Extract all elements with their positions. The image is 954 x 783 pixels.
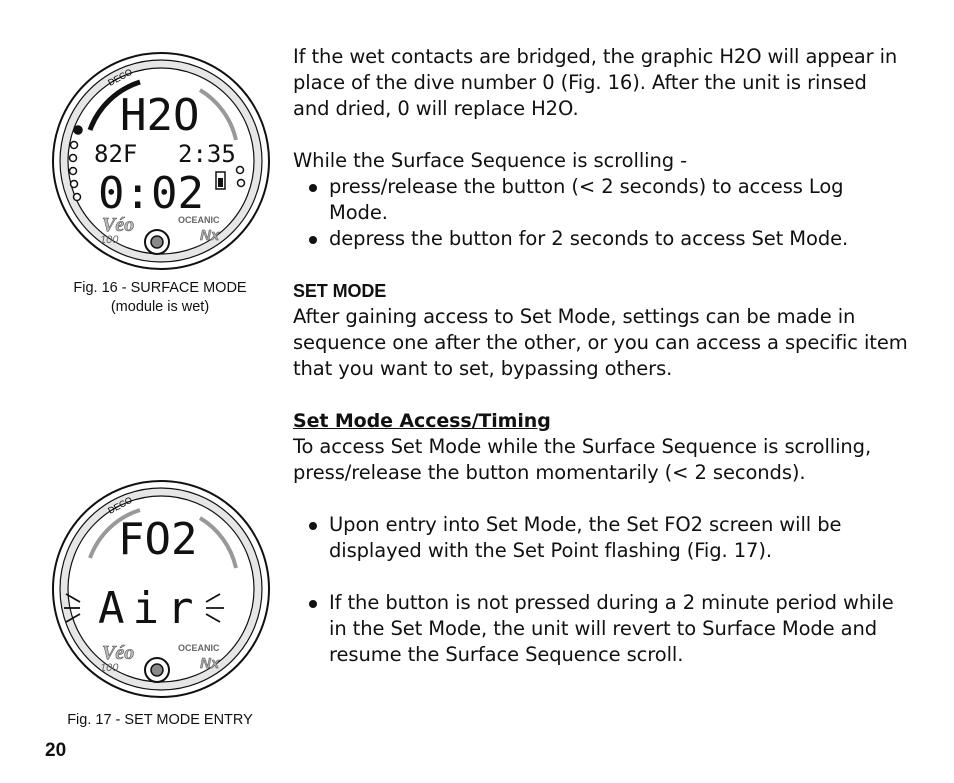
page-number: 20 [45,740,67,761]
list-item: If the button is not pressed during a 2 minute period while in the Set Mode, the unit will revert to Surface Mode and resume the Surface Sequence scroll. [307,590,908,668]
paragraph-surface-sequence: While the Surface Sequence is scrolling - [293,149,688,172]
maker-text: OCEANIC [178,643,220,653]
lcd-time: 2:35 [178,140,236,168]
variant-text: Nx [200,655,220,672]
paragraph-set-mode: After gaining access to Set Mode, settings can be made in sequence one after the other, or you can access a specific item that you want to set, bypassing others. [293,305,908,380]
gauge-button[interactable] [145,230,169,254]
list-item: Upon entry into Set Mode, the Set FO2 screen will be displayed with the Set Point flashing (Fig. 17). [307,512,908,564]
figure-17-caption: Fig. 17 - SET MODE ENTRY [67,712,253,728]
brand-top-text: DECO [106,66,134,88]
figure-16-caption-title: Fig. 16 - SURFACE MODE [73,280,247,296]
main-text-column [293,44,908,668]
brand-left-text: Véo [102,642,135,664]
set-mode-heading: SET MODE [293,281,387,301]
lcd-line2: Air [98,583,202,634]
set-mode-access-heading: Set Mode Access/Timing [293,410,551,432]
brand-top-text: DECO [106,494,134,516]
brand-left-text: Véo [102,214,135,236]
set-mode-entry-list [293,512,908,564]
lcd-temp: 82F [94,140,138,168]
lcd-line3: 0:02 [98,168,204,219]
model-text: 100 [100,662,119,674]
lcd-line1: FO2 [118,514,198,565]
lcd-line1: H2O [120,90,200,141]
figure-16-caption-note: (module is wet) [110,299,210,315]
paragraph-wet-contacts: If the wet contacts are bridged, the graphic H2O will appear in place of the dive number 0 (Fig. 16). After the unit is rinsed and dried, 0 will replace H2O. [293,45,898,120]
figure-16-caption [40,279,280,317]
list-item: depress the button for 2 seconds to access Set Mode. [307,226,908,252]
list-item: press/release the button (< 2 seconds) to access Log Mode. [307,174,908,226]
model-text: 100 [100,234,119,246]
maker-text: OCEANIC [178,215,220,225]
figure-16-gauge [50,50,272,272]
set-mode-timeout-list [293,590,908,668]
surface-sequence-list [293,174,908,252]
variant-text: Nx [200,227,220,244]
paragraph-set-mode-access: To access Set Mode while the Surface Sequence is scrolling, press/release the button momentarily (< 2 seconds). [293,435,872,484]
figure-17-gauge [50,478,272,700]
gauge-button[interactable] [145,658,169,682]
